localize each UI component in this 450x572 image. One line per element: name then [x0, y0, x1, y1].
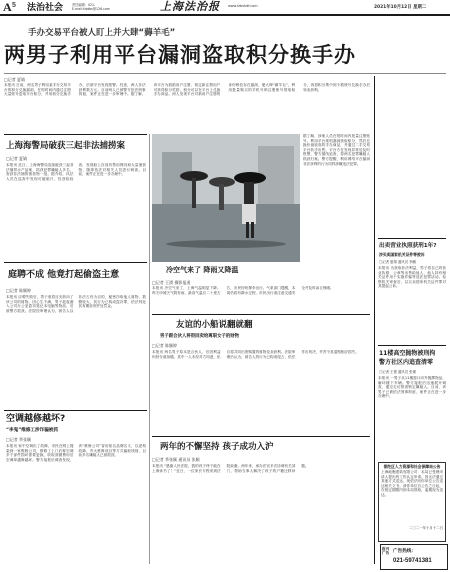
photo-caption: 冷空气来了 降雨又降温	[166, 266, 239, 274]
notice-footer: 二〇二一年十月十二日	[409, 526, 443, 530]
middle-story2-byline: □记者 季张颖 通讯员 张颖	[152, 457, 200, 462]
right-story3-subhead: 警方社区内追查清零	[379, 359, 434, 366]
ad-phone: 021-59741381	[393, 558, 432, 564]
middle-rule-1	[152, 314, 370, 315]
right-story2-byline: □记者 夏婧 通讯员 李鹏	[379, 260, 416, 264]
left-story3-subhead: “李鬼”维修工涉诈骗被抓	[6, 428, 58, 433]
issue-date: 2021年10月12日 星期二	[374, 5, 427, 10]
lead-headline: 两男子利用平台漏洞盗取积分换手办	[4, 43, 356, 67]
notice-title: 普陀区人力资源和社会保障局公告	[383, 464, 441, 469]
rain-photo	[152, 134, 300, 262]
right-story3-text: 本报讯 一男子从11楼窗口向外抛掷物品，砸坏楼下车辆。警方接报后迅速展开调查，通过走访排查锁定嫌疑人。目前，该男子已被依法刑事拘留，案件正在进一步办理中。	[378, 376, 446, 399]
right-story3-headline: 11楼高空抛物被刑拘	[379, 350, 436, 357]
newspaper-logo: 上海法治报	[160, 0, 220, 13]
lead-body	[4, 83, 370, 131]
photo-body	[152, 286, 370, 312]
left-column-rule	[149, 134, 150, 564]
lead-continuation	[303, 134, 370, 280]
right-story2-body	[378, 266, 446, 342]
pedestrians-illustration	[152, 134, 300, 262]
notice-body-text: 上海地衡建筑有限公司：本局已受理申请人提出的工伤认定申请。因无法通过其他方式送达，现依法向你单位公告送达相关文书。请你单位自公告之日起，在规定期限内到本局领取，逾期视为送达。	[381, 470, 443, 497]
left-story2-byline: □记者 陈颖婷	[6, 288, 32, 293]
right-rule-1	[378, 238, 446, 239]
right-rule-2	[378, 345, 446, 346]
email: E-mail:fzbtbs@126.com	[72, 7, 110, 11]
photo-byline: □记者 王湧 摄影报道	[152, 280, 191, 285]
left-story1-text: 本报讯 近日，上海海警局连续破获三起非法捕捞水产品案，抓获犯罪嫌疑人多名，查获非法捕捞渔获物一批。据介绍，执法人员在巡查中发现可疑船只，经登临检查，发现船上存放有禁用网具和大量渔获物，随即依法对相关人员进行调查。目前，案件正在进一步办理中。	[6, 163, 146, 181]
page-letter: A	[3, 0, 12, 14]
ad-text: 报刊广告	[382, 547, 390, 556]
right-story3-body	[378, 376, 446, 458]
right-column-rule	[374, 76, 375, 564]
left-story3-headline: 空调越修越坏?	[6, 414, 66, 424]
middle-story1-headline: 友谊的小船说翻就翻	[176, 320, 253, 330]
lead-body-text: 本报讯 日前，两名男子利用某手办交易平台的积分兑换漏洞，在短时间内通过注册大量账号盗取平台积分，并用积分兑换手办，后被平台发现报警。经查，两人非法获利数万元。目前两人已被警方依法刑事拘留，案件正在进一步审理中。据了解，该平台为鼓励用户注册，规定新注册用户可获得积分奖励，积分可以在平台上兑换手办商品。两人发现平台对新用户注册的身份核验存在漏洞，便大肆“薅羊毛”，利用批量购买的手机号码注册账号领取积分，再将积分集中到少数账号兑换手办后转卖获利。	[4, 83, 370, 97]
headline-rule	[4, 73, 446, 74]
right-story3-byline: □记者 王蕾 通讯员 张瑾	[379, 370, 416, 374]
left-story2-text: 本报讯 应聘失败后，男子竟将目光转向了该公司的财物。因心生不满，男子趁夜潜入公司办公室盗窃笔记本电脑等物品，后被警方抓获。法院经审理认为，被告人以非法占有为目的，秘密窃取他人财物，数额较大，其行为已构成盗窃罪，依法判处其有期徒刑并处罚金。	[6, 295, 146, 313]
ad-hotline	[380, 544, 448, 570]
left-rule-2	[4, 262, 147, 263]
middle-rule-2	[152, 436, 370, 437]
left-story1-headline: 上海海警局破获三起非法捕捞案	[6, 141, 126, 151]
section-name: 法治社会	[27, 3, 64, 13]
right-story2-subhead: 涉买卖国家机关证件等被诉	[379, 252, 425, 257]
phone-number: 021-	[87, 3, 96, 7]
page-number: 5	[12, 2, 16, 9]
middle-story2-headline: 两年的不懈坚持 孩子成功入沪	[160, 442, 274, 452]
right-story2-headline: 出卖营业执照获刑1年?	[379, 243, 437, 249]
middle-story2-text: 本报讯 “感谢人民法院，我的孩子终于能在上海读书了！”近日，一位家长专程来到法院致谢。两年来，承办法官多次协调有关部门，帮助当事人解决了孩子的户籍迁移问题。	[152, 464, 309, 473]
left-story3-text: 本报讯 家中空调出了故障，市民在网上搜索到一家维修公司，维修工上门后称空调多个部件损坏需要更换，收取高额费用后空调却越修越坏。警方接报后调查发现，该“维修公司”冒用知名品牌名义，以虚构故障、夸大维修项目等方式骗取钱财，目前多名嫌疑人已被抓获。	[6, 444, 146, 462]
public-notice	[378, 462, 446, 542]
masthead-rule	[0, 14, 450, 16]
website: www.fzbshdf.com	[228, 4, 258, 8]
lead-continuation-text: 据了解，涉案人员在短时间内批量注册账号，利用平台规则漏洞获取积分，然后兑换价值较高的手办商品，并通过二手交易平台转手出售。平台方在发现异常后及时报警，警方循线追查，将两名犯罪嫌疑人抓获归案。警方提醒，利用网络平台漏洞非法获利的行为同样涉嫌违法犯罪。	[303, 134, 370, 166]
masthead	[0, 0, 450, 14]
middle-story1-subhead: 男子跟合伙人将很回卖给离职女子的财物	[160, 334, 240, 339]
left-rule-3	[4, 410, 147, 411]
left-rule-1	[4, 134, 147, 135]
left-story3-body	[6, 444, 146, 564]
middle-story1-byline: □记者 陈颖婷	[152, 343, 178, 348]
ad-label: 广告热线：	[393, 549, 416, 554]
left-story1-body	[6, 163, 146, 259]
left-story2-headline: 庭聘不成 他竟打起偷盗主意	[8, 270, 120, 280]
left-story2-body	[6, 295, 146, 407]
photo-body-text: 本报讯 冷空气来了，上海气温明显下降。昨天申城天气阴有雨，最高气温仅二十度左右，市民纷纷撑伞出行。气象部门提醒，本周仍将有降水过程，市民出行请注意交通安全并及时添衣保暖。	[152, 286, 334, 295]
phone-label: 责任编辑：	[72, 3, 88, 7]
left-story1-byline: □记者 夏婧	[6, 156, 28, 161]
right-story2-text: 本报讯 为获取非法利益，男子将自己的营业执照、公章等出售给他人，他人持有相关证件用于实施诈骗等违法犯罪活动。检察机关审查后，以买卖国家机关证件罪对其提起公诉。	[378, 266, 446, 289]
lead-kicker: 手办交易平台被人盯上并大肆“薅羊毛”	[28, 28, 176, 38]
lead-byline: □记者 夏婧	[4, 77, 26, 82]
notice-body	[379, 469, 445, 525]
middle-story2-body	[152, 464, 370, 564]
middle-story1-body	[152, 350, 370, 434]
middle-story1-text: 本报讯 两名男子原本是合伙人，后因利益纠纷分道扬镳。其中一人未经对方同意，私自将共同出资购置的财物变卖获利。法院审理后认为，被告人的行为已构成侵占，依法作出判决，并责令其退赔相应损失。	[152, 350, 359, 359]
left-story3-byline: □记者 季张颖	[6, 437, 32, 442]
